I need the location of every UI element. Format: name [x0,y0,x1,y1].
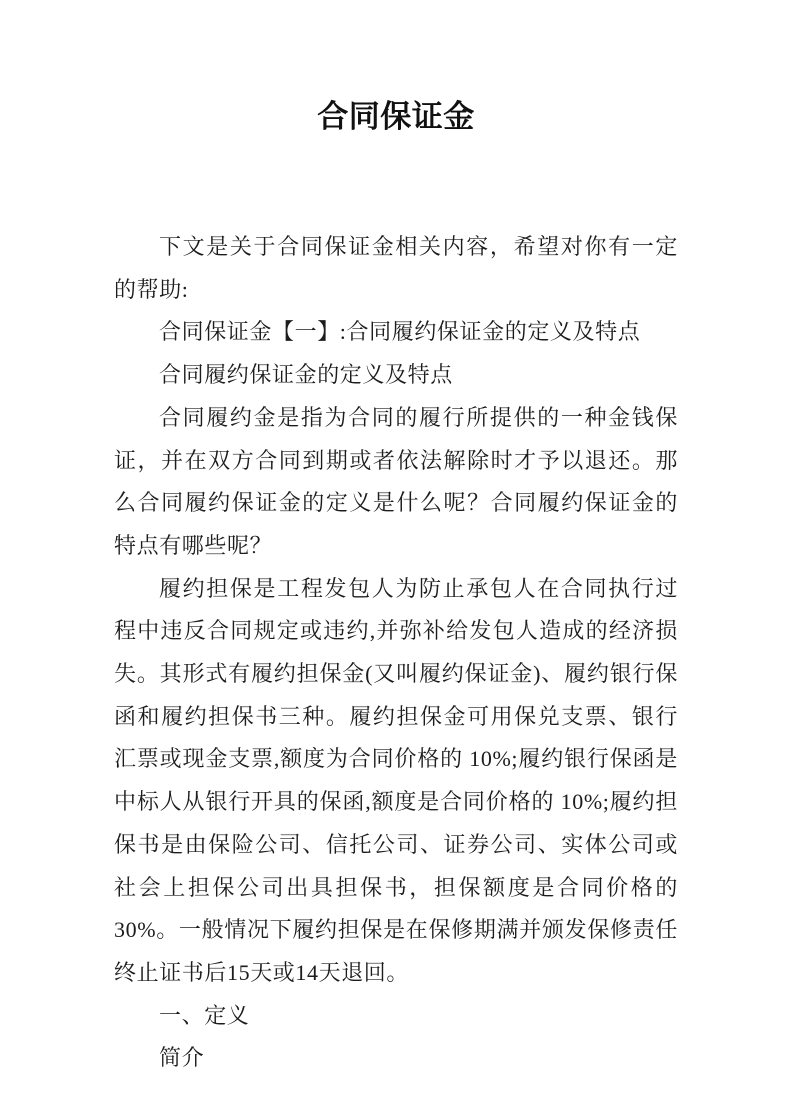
document-body [114,226,678,1080]
paragraph-brief-label: 简介 [159,1045,205,1071]
paragraph-performance-guarantee: 履约担保是工程发包人为防止承包人在合同执行过程中违反合同规定或违约,并弥补给发包人造成的经济损失。其形式有履约担保金(又叫履约保证金)、履约银行保函和履约担保书三种。履约担保金可用保兑支票、银行汇票或现金支票,额度为合同价格的 10%;履约银行保函是中标人从银行开具的保函,额度是合同价格的 10%;履约担保书是由保险公司、信托公司、证券公司、实体公司或社会上担保公司出具担保书，担保额度是合同价格的 30%。一般情况下履约担保是在保修期满并颁发保修责任终止证书后15天或14天退回。 [114,575,678,985]
paragraph-subheading: 合同履约保证金的定义及特点 [159,362,453,388]
paragraph-section-heading: 合同保证金【一】:合同履约保证金的定义及特点 [159,319,641,345]
document-title: 合同保证金 [317,99,475,134]
paragraph-intro: 下文是关于合同保证金相关内容，希望对你有一定的帮助: [114,234,678,302]
paragraph-definition-question: 合同履约金是指为合同的履行所提供的一种金钱保证，并在双方合同到期或者依法解除时才予以退还。那么合同履约保证金的定义是什么呢？合同履约保证金的特点有哪些呢？ [114,404,678,558]
paragraph-definition-label: 一、定义 [159,1002,250,1028]
